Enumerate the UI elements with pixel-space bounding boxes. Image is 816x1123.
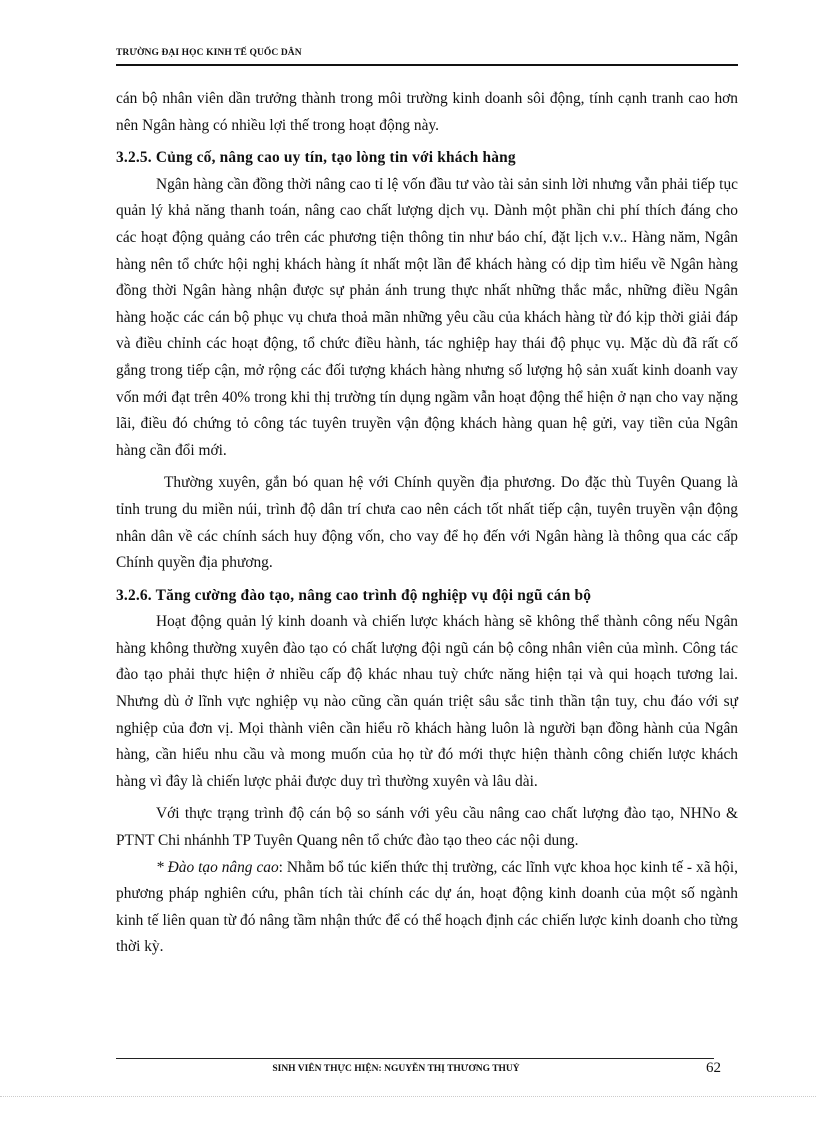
section-325-heading: 3.2.5. Củng cố, nâng cao uy tín, tạo lòng tin với khách hàng xyxy=(116,149,516,167)
section-326-paragraph-2: Với thực trạng trình độ cán bộ so sánh với yêu cầu nâng cao chất lượng đào tạo, NHNo & PTNT Chi nhánhh TP Tuyên Quang nên tổ chức đào tạo theo các nội dung. xyxy=(116,805,738,850)
header-divider xyxy=(116,64,738,66)
training-description: : Nhằm bổ túc kiến thức thị trường, các lĩnh vực khoa học kinh tế - xã hội, phương pháp nghiên cứu, phân tích tài chính các dự án, hoạt động kinh doanh của một số ngành kinh tế liên quan từ đó nâng tầm nhận thức để có thể hoạch định các chiến lược kinh doanh cho từng thời kỳ. xyxy=(116,858,738,956)
section-326-paragraph-3 xyxy=(116,855,738,961)
footer-divider xyxy=(116,1058,714,1059)
section-326-heading: 3.2.6. Tăng cường đào tạo, nâng cao trình độ nghiệp vụ đội ngũ cán bộ xyxy=(116,586,592,604)
section-326-paragraph-1: Hoạt động quản lý kinh doanh và chiến lược khách hàng sẽ không thể thành công nếu Ngân hàng không thường xuyên đào tạo có chất lượng đội ngũ cán bộ công nhân viên của mình. Công tác đào tạo phải thực hiện ở nhiều cấp độ khác nhau tuỳ chức năng hiện tại và qui hoạch tương lai. Nhưng dù ở lĩnh vực nghiệp vụ nào cũng cần quán triệt sâu sắc tinh thần tận tuy, chu đáo với sự nghiệp của đơn vị. Mọi thành viên cần hiểu rõ khách hàng luôn là người bạn đồng hành của Ngân hàng, cần hiểu nhu cầu và mong muốn của họ từ đó mới thực hiện thành công chiến lược khách hàng vì đây là chiến lược phải được duy trì thường xuyên và lâu dài. xyxy=(116,613,738,790)
document-body xyxy=(116,86,738,961)
section-325-paragraph-2: Thường xuyên, gắn bó quan hệ với Chính quyền địa phương. Do đặc thù Tuyên Quang là tỉnh trung du miền núi, trình độ dân trí chưa cao nên cách tốt nhất tiếp cận, tuyên truyền vận động nhân dân về các chính sách huy động vốn, cho vay để họ đến với Ngân hàng là thông qua các cấp Chính quyền địa phương. xyxy=(116,474,738,572)
intro-paragraph: cán bộ nhân viên dần trưởng thành trong môi trường kinh doanh sôi động, tính cạnh tranh cao hơn nên Ngân hàng có nhiều lợi thế trong hoạt động này. xyxy=(116,90,738,134)
header-title: TRƯỜNG ĐẠI HỌC KINH TẾ QUỐC DÂN xyxy=(116,48,302,58)
section-325-paragraph-1: Ngân hàng cần đồng thời nâng cao tỉ lệ vốn đầu tư vào tài sản sinh lời nhưng vẫn phải tiếp tục quản lý khả năng thanh toán, nâng cao chất lượng dịch vụ. Dành một phần chi phí thích đáng cho các hoạt động quảng cáo trên các phương tiện thông tin như báo chí, đặt lịch v.v.. Hàng năm, Ngân hàng nên tổ chức hội nghị khách hàng ít nhất một lần để khách hàng có dịp tìm hiểu về Ngân hàng đồng thời Ngân hàng nhận được sự phản ánh trung thực nhất những thắc mắc, những điều Ngân hàng hoặc các cán bộ phục vụ chưa thoả mãn những yêu cầu của khách hàng từ đó kịp thời giải đáp và điều chỉnh các hoạt động, tổ chức điều hành, tác nghiệp hay thái độ phục vụ. Mặc dù đã rất cố gắng trong tiếp cận, mở rộng các đối tượng khách hàng nhưng số lượng hộ sản xuất kinh doanh vay vốn mới đạt trên 40% trong khi thị trường tín dụng ngầm vẫn hoạt động thể hiện ở nạn cho vay nặng lãi, điều đó chứng tỏ công tác tuyên truyền vận động khách hàng quan hệ gửi, vay tiền của Ngân hàng cần đổi mới. xyxy=(116,175,738,459)
footer-author: SINH VIÊN THỰC HIỆN: NGUYỄN THỊ THƯƠNG THUỶ xyxy=(272,1064,520,1074)
page-bottom-border xyxy=(0,1096,816,1097)
training-label: * Đào tạo nâng cao xyxy=(156,858,279,876)
page-number: 62 xyxy=(706,1060,721,1076)
